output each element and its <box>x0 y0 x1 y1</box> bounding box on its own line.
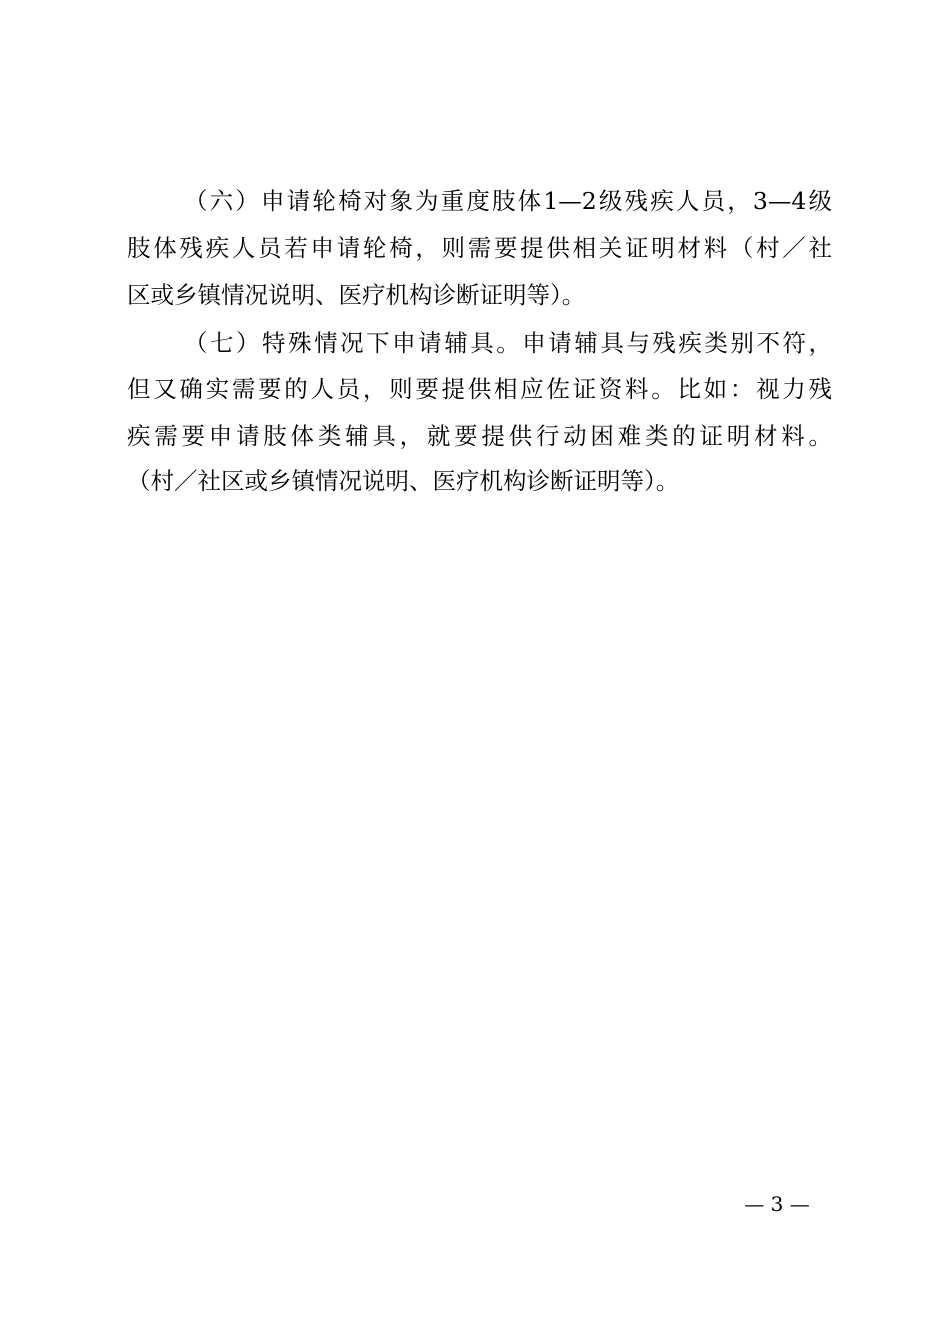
page-number: — 3 — <box>744 1192 810 1216</box>
paragraph-7-line-3: 疾需要申请肢体类辅具，就要提供行动困难类的证明材料。 <box>127 422 832 450</box>
paragraph-7-line-4: （村／社区或乡镇情况说明、医疗机构诊断证明等）。 <box>127 467 680 495</box>
paragraph-7-line-1: （七）特殊情况下申请辅具。申请辅具与残疾类别不符， <box>184 329 832 357</box>
paragraph-6-line-2: 肢体残疾人员若申请轮椅，则需要提供相关证明材料（村／社 <box>127 234 832 262</box>
paragraph-6-line-1: （六）申请轮椅对象为重度肢体1—2级残疾人员，3—4级 <box>184 187 832 215</box>
paragraph-7-line-2: 但又确实需要的人员，则要提供相应佐证资料。比如：视力残 <box>127 375 832 403</box>
paragraph-6-line-3: 区或乡镇情况说明、医疗机构诊断证明等）。 <box>127 281 586 309</box>
